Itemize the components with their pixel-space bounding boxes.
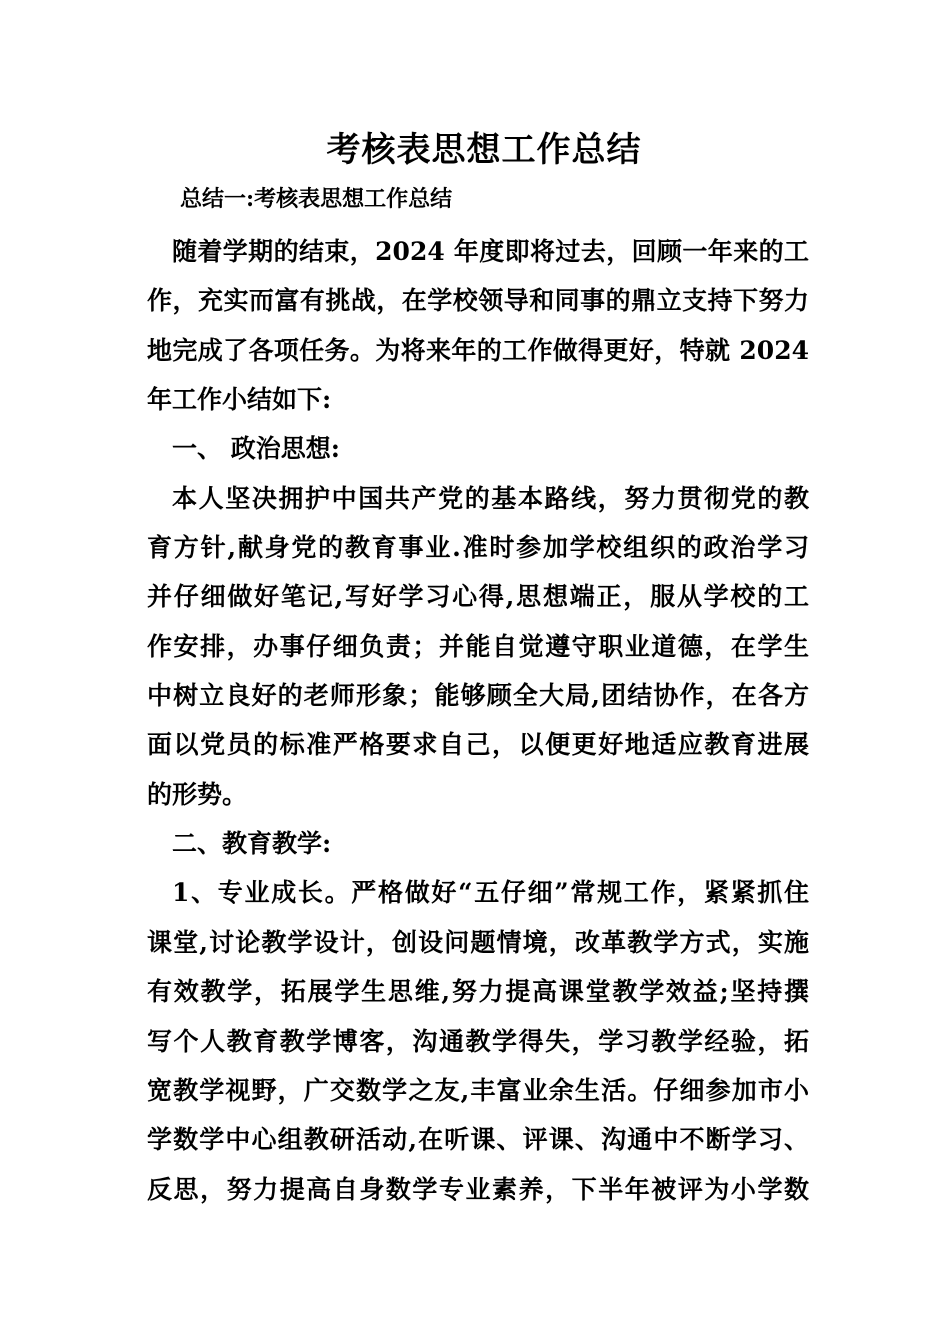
text-line: 地完成了各项任务。为将来年的工作做得更好，特就 2024 xyxy=(147,335,809,365)
text-line: 写个人教育教学博客，沟通教学得失，学习教学经验，拓 xyxy=(147,1026,809,1056)
text-line: 作，充实而富有挑战，在学校领导和同事的鼎立支持下努力 xyxy=(147,286,809,316)
text-line: 随着学期的结束，2024 年度即将过去，回顾一年来的工 xyxy=(172,237,809,266)
text-line: 1、专业成长。严格做好“五仔细”常规工作，紧紧抓住 xyxy=(172,878,809,908)
text-line: 中树立良好的老师形象；能够顾全大局,团结协作，在各方 xyxy=(147,681,809,711)
text-line: 作安排，办事仔细负责；并能自觉遵守职业道德，在学生 xyxy=(147,631,809,661)
document-body xyxy=(147,227,809,1214)
text-line: 并仔细做好笔记,写好学习心得,思想端正，服从学校的工 xyxy=(147,582,809,612)
text-line: 宽教学视野，广交数学之友,丰富业余生活。仔细参加市小 xyxy=(147,1075,809,1105)
text-line: 学数学中心组教研活动,在听课、评课、沟通中不断学习、 xyxy=(147,1125,809,1155)
section-heading: 二、教育教学: xyxy=(172,829,332,859)
text-line: 反思，努力提高自身数学专业素养，下半年被评为小学数 xyxy=(147,1174,809,1204)
text-line: 有效教学，拓展学生思维,努力提高课堂教学效益;坚持撰 xyxy=(147,977,809,1007)
text-line: 本人坚决拥护中国共产党的基本路线，努力贯彻党的教 xyxy=(172,483,809,513)
text-line: 的形势。 xyxy=(147,779,248,809)
text-line: 课堂,讨论教学设计，创设问题情境，改革教学方式，实施 xyxy=(147,927,809,957)
section-heading: 一、 政治思想: xyxy=(172,434,340,464)
document-subtitle: 总结一:考核表思想工作总结 xyxy=(180,186,453,212)
text-line: 育方针,献身党的教育事业.准时参加学校组织的政治学习 xyxy=(147,533,809,563)
text-line: 年工作小结如下: xyxy=(147,385,332,415)
text-line: 面以党员的标准严格要求自己，以便更好地适应教育进展 xyxy=(147,730,809,760)
document-title: 考核表思想工作总结 xyxy=(326,130,642,170)
